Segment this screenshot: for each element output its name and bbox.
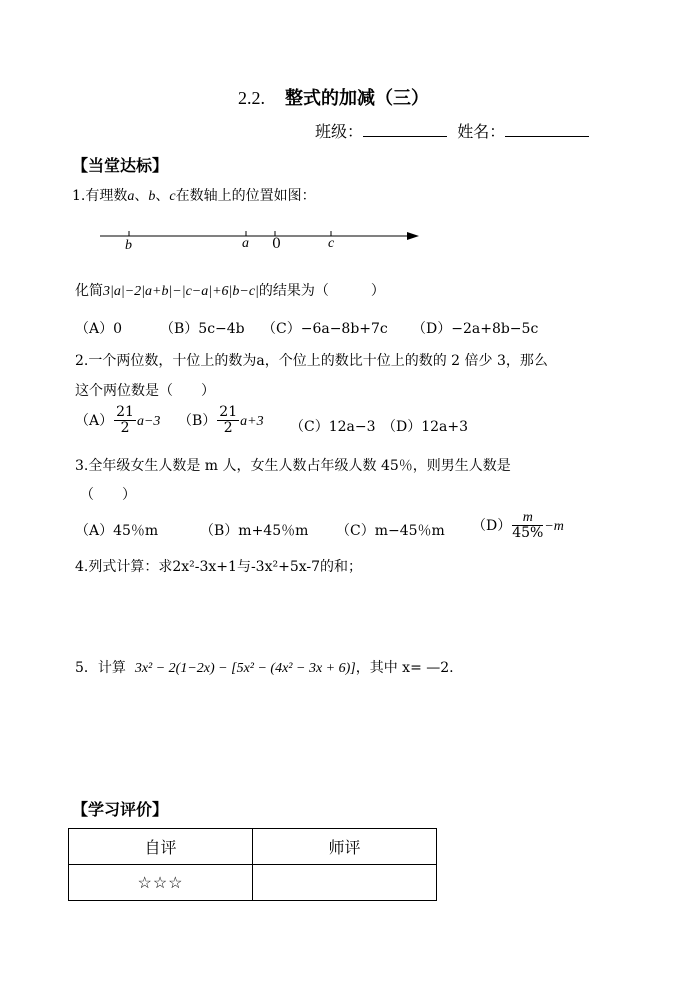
q2-a-fraction [114,405,136,437]
q3-d-tail: −m [544,518,564,534]
q2-a-tail: a−3 [136,413,161,429]
question-2-stem-2: 这个两位数是（ ） [75,383,215,399]
header-self-eval: 自评 [69,829,253,865]
section-heading-evaluation: 【学习评价】 [72,800,169,819]
q1-expression: 3|a|−2|a+b|−|c−a|+6|b−c| [103,284,259,299]
q5-label: 5．计算 [75,660,126,676]
q1-var-b: b [148,189,156,204]
axis-arrow [407,232,419,240]
q5-expression: 3x² − 2(1−2x) − [5x² − (4x² − 3x + 6)] [134,661,356,676]
class-name-line [315,119,589,142]
axis-label-a: a [242,236,249,251]
q1-option-d: （D）−2a+8b−5c [412,321,539,337]
page-title [238,84,429,110]
q2-option-b [178,405,264,437]
q2-b-denominator: 2 [223,420,233,437]
q1-simplify-suffix: 的结果为（ ） [258,283,385,299]
q1-sep: 、 [155,188,170,204]
q3-option-b: （B）m+45％m [200,523,309,539]
table-row [69,829,437,865]
q1-simplify-prefix: 化简 [75,283,103,299]
axis-label-c: c [328,236,335,251]
q2-option-d: （D）12a+3 [382,419,469,435]
q3-d-denominator: 45% [512,525,544,542]
title-text: 整式的加减（三） [285,88,429,109]
table-row [69,865,437,901]
q1-option-b: （B）5c−4b [160,321,245,337]
q1-option-c: （C）−6a−8b+7c [262,321,388,337]
class-blank[interactable] [363,122,447,137]
q3-option-a: （A）45％m [75,523,159,539]
q3-option-c: （C）m−45％m [336,523,445,539]
q2-option-a [75,405,160,437]
name-blank[interactable] [505,122,589,137]
axis-label-b: b [125,238,132,253]
q3-d-numerator: m [512,510,543,526]
q2-b-label: （B） [178,412,217,429]
q2-a-label: （A） [75,412,114,429]
q2-option-c: （C）12a−3 [290,419,376,435]
teacher-eval-cell[interactable] [253,865,437,901]
q1-var-c: c [169,189,176,204]
question-1-simplify [75,280,385,300]
q3-d-label: （D） [472,517,512,534]
q2-a-denominator: 2 [120,420,130,437]
q5-suffix: ，其中 x= —2. [355,660,454,676]
question-4: 4.列式计算：求2x²-3x+1与-3x²+5x-7的和； [75,559,363,575]
name-label: 姓名： [457,122,506,141]
title-number: 2.2. [238,88,265,108]
self-eval-stars[interactable]: ☆☆☆ [69,865,253,901]
q2-a-numerator: 21 [116,404,134,420]
header-teacher-eval: 师评 [253,829,437,865]
q3-option-d [472,510,564,542]
axis-label-zero: 0 [272,236,281,252]
question-3-stem-2: （ ） [80,487,136,503]
question-3-stem: 3.全年级女生人数是 m 人，女生人数占年级人数 45％，则男生人数是 [75,458,511,474]
question-1-stem [72,185,316,205]
question-2-stem: 2.一个两位数，十位上的数为a，个位上的数比十位上的数的 2 倍少 3，那么 [75,353,548,369]
q1-option-a: （A）0 [75,321,123,337]
q2-b-tail: a+3 [240,413,264,429]
q2-b-numerator: 21 [219,404,238,420]
question-5 [75,657,454,677]
class-label: 班级： [315,122,364,141]
q1-prefix: 1.有理数 [72,188,128,204]
q1-sep: 、 [134,188,149,204]
q1-suffix: 在数轴上的位置如图： [175,188,316,204]
q3-d-fraction [512,510,543,542]
section-heading-practice: 【当堂达标】 [72,156,169,175]
q1-var-a: a [127,189,135,204]
number-line [95,225,425,257]
q2-b-fraction [217,405,239,437]
evaluation-table [68,828,437,901]
